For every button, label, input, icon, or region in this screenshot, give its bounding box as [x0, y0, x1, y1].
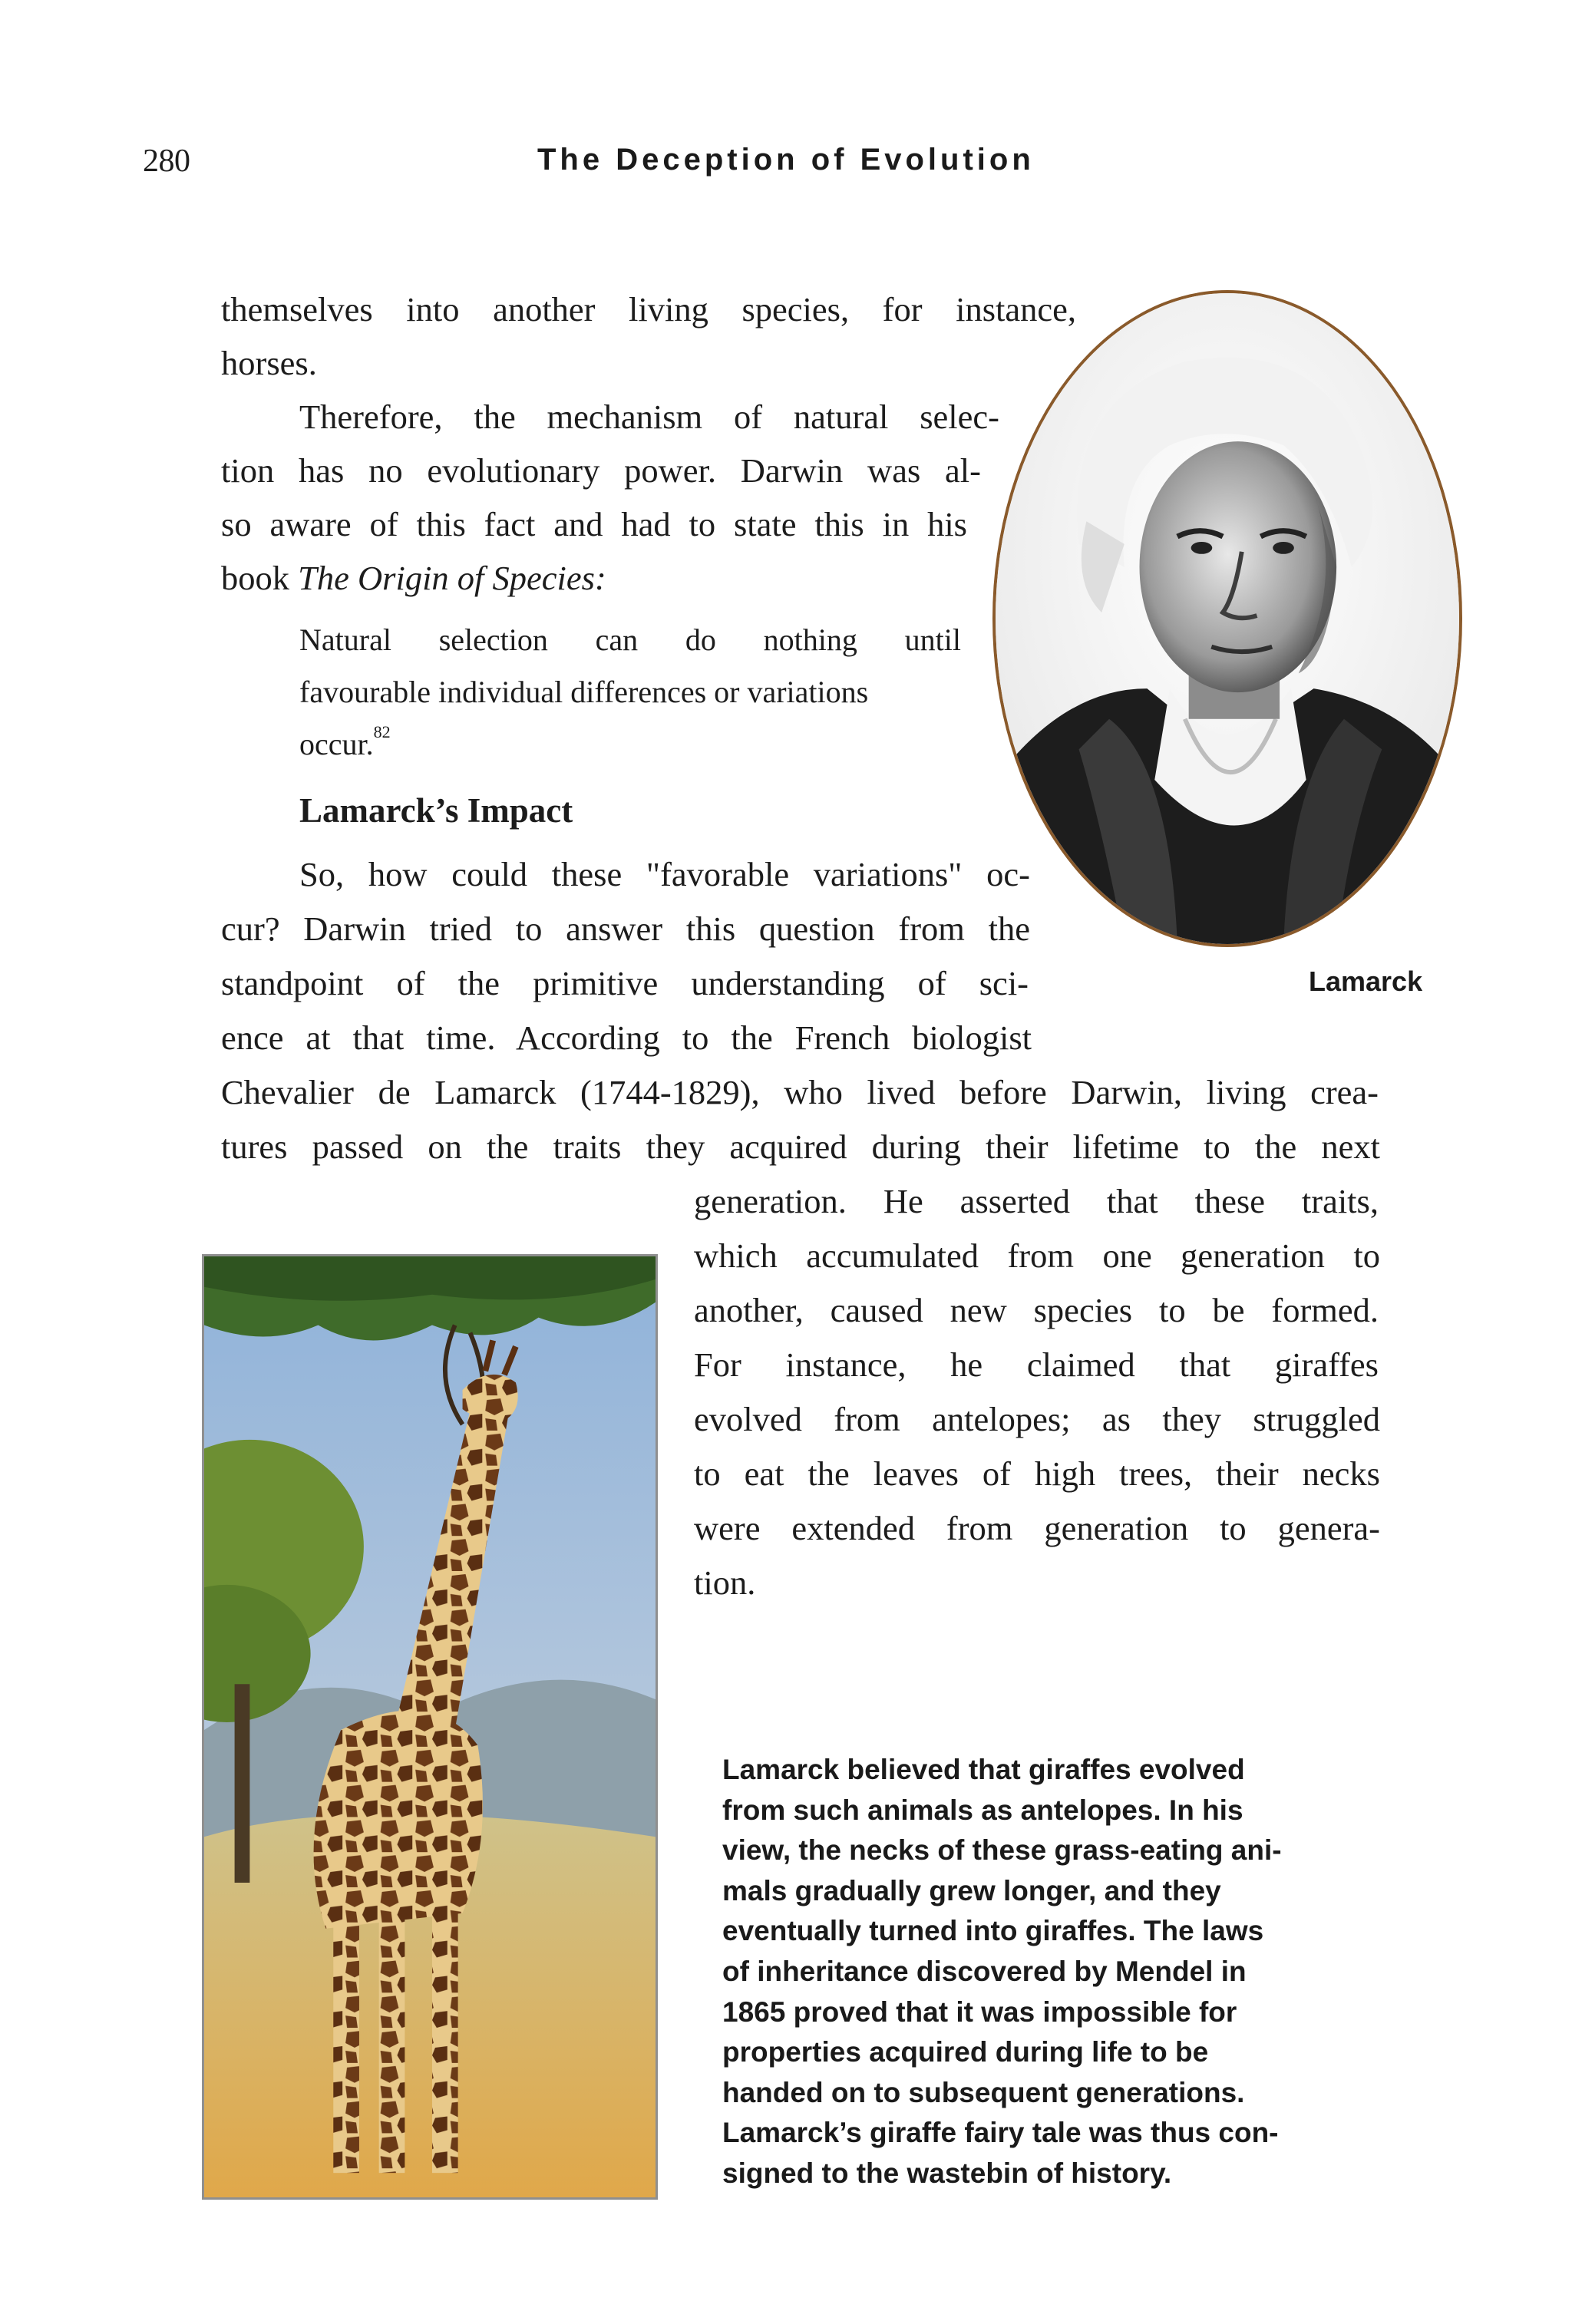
caption-line: properties acquired during life to be [722, 2036, 1209, 2068]
running-title: The Deception of Evolution [537, 143, 1035, 177]
body-line: horses. [221, 344, 317, 382]
body-line: So, how could these "favorable variations" oc- [299, 855, 1030, 893]
caption-line: Lamarck’s giraffe fairy tale was thus con- [722, 2117, 1279, 2149]
body-line: Therefore, the mechanism of natural selec- [299, 398, 999, 436]
caption-line: eventually turned into giraffes. The laws [722, 1915, 1264, 1947]
giraffe-photo [202, 1254, 658, 2200]
footnote-marker: 82 [373, 722, 391, 741]
body-line: generation. He asserted that these traits, [694, 1182, 1379, 1220]
body-line: ence at that time. According to the French biologist [221, 1018, 1032, 1057]
giraffe-illustration [204, 1256, 656, 2197]
body-line: For instance, he claimed that giraffes [694, 1345, 1379, 1384]
quote-line: favourable individual differences or variations [299, 675, 869, 709]
caption-line: Lamarck believed that giraffes evolved [722, 1754, 1245, 1785]
lamarck-portrait [992, 290, 1462, 947]
body-line: so aware of this fact and had to state this in his [221, 505, 967, 543]
body-line: were extended from generation to genera- [694, 1509, 1380, 1547]
body-line: which accumulated from one generation to [694, 1236, 1380, 1275]
portrait-caption: Lamarck [1309, 966, 1423, 997]
body-line: tures passed on the traits they acquired during their lifetime to the next [221, 1127, 1380, 1166]
section-heading: Lamarck’s Impact [299, 791, 573, 830]
portrait-illustration [996, 293, 1459, 944]
caption-line: signed to the wastebin of history. [722, 2157, 1172, 2189]
body-line: cur? Darwin tried to answer this question from the [221, 909, 1030, 948]
caption-line: 1865 proved that it was impossible for [722, 1996, 1237, 2028]
caption-line: from such animals as antelopes. In his [722, 1794, 1243, 1826]
body-line: tion. [694, 1563, 756, 1602]
body-line: to eat the leaves of high trees, their necks [694, 1454, 1380, 1493]
body-line: themselves into another living species, for instance, [221, 290, 1076, 328]
caption-line: handed on to subsequent generations. [722, 2076, 1245, 2108]
caption-line: view, the necks of these grass-eating ani- [722, 1834, 1282, 1867]
body-line: tion has no evolutionary power. Darwin was al- [221, 451, 981, 490]
body-line: standpoint of the primitive understanding of sci- [221, 964, 1029, 1002]
quote-line: Natural selection can do nothing until [299, 622, 961, 657]
page-number: 280 [143, 144, 190, 179]
caption-line: mals gradually grew longer, and they [722, 1874, 1221, 1906]
body-line-book [221, 561, 912, 596]
body-line: evolved from antelopes; as they struggled [694, 1400, 1380, 1438]
caption-line: of inheritance discovered by Mendel in [722, 1955, 1247, 1987]
quote-text: occur. [299, 727, 374, 761]
body-line: another, caused new species to be formed. [694, 1291, 1379, 1329]
quote-line-footnote [299, 722, 606, 761]
book-title: The Origin of Species: [298, 559, 606, 597]
body-line: Chevalier de Lamarck (1744-1829), who lived before Darwin, living crea- [221, 1073, 1379, 1111]
giraffe-caption [722, 1750, 1352, 2194]
body-text: book [221, 559, 289, 597]
